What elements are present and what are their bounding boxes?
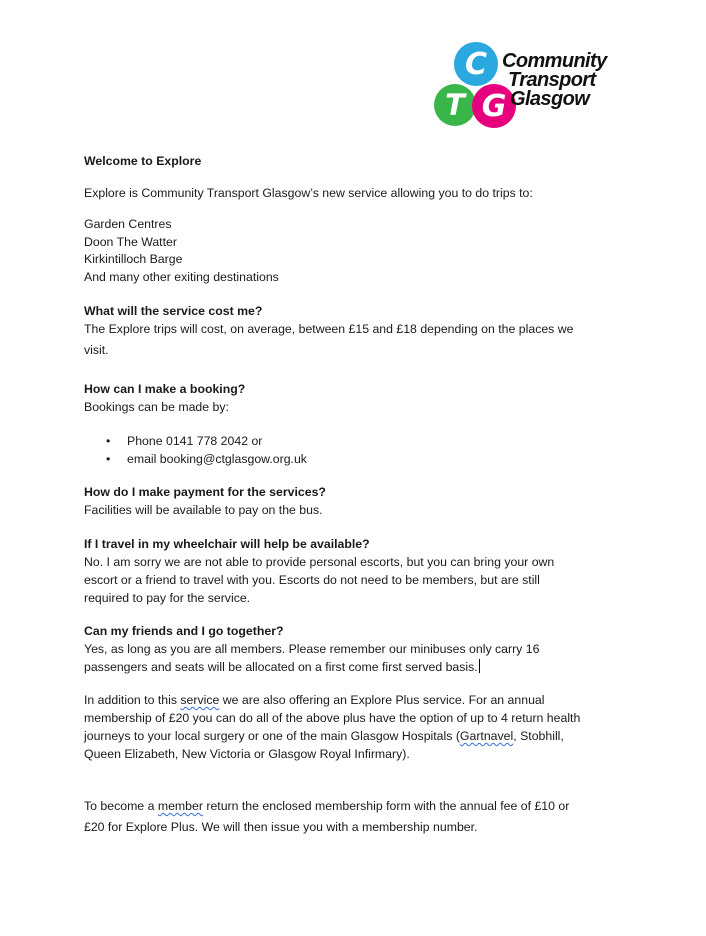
cost-text: visit. <box>84 343 109 357</box>
logo-line-1: Community <box>502 50 607 72</box>
spellcheck-word: member <box>157 799 203 813</box>
destination-item: Doon The Watter <box>84 235 177 249</box>
plus-text-c: we are also offering an Explore Plus service. For an annual <box>219 693 545 707</box>
logo-c-circle: C <box>454 42 498 86</box>
spellcheck-word: Gartnavel <box>459 729 514 743</box>
destination-item: Garden Centres <box>84 217 172 231</box>
logo-line-2: Transport <box>508 69 596 91</box>
logo-g-circle: G <box>472 84 516 128</box>
spellcheck-word: service <box>180 693 220 707</box>
plus-text-a: journeys to your local surgery or one of the main Glasgow Hospitals ( <box>84 729 460 743</box>
payment-text: Facilities will be available to pay on the bus. <box>84 503 323 517</box>
booking-heading: How can I make a booking? <box>84 382 246 396</box>
bullet-glyph: • <box>106 434 111 448</box>
welcome-heading: Welcome to Explore <box>84 154 202 168</box>
wheelchair-text: escort or a friend to travel with you. Escorts do not need to be members, but are still <box>84 573 540 587</box>
member-text-a: To become a <box>84 799 158 813</box>
booking-intro: Bookings can be made by: <box>84 400 229 414</box>
plus-text: Queen Elizabeth, New Victoria or Glasgow Royal Infirmary). <box>84 747 410 761</box>
payment-heading: How do I make payment for the services? <box>84 485 326 499</box>
friends-heading: Can my friends and I go together? <box>84 624 284 638</box>
member-text: £20 for Explore Plus. We will then issue you with a membership number. <box>84 820 478 834</box>
plus-text-a: In addition to this <box>84 693 181 707</box>
friends-text <box>84 658 480 676</box>
friends-text: Yes, as long as you are all members. Please remember our minibuses only carry 16 <box>84 642 540 656</box>
plus-text-c: , Stobhill, <box>513 729 564 743</box>
logo-wordmark <box>502 52 607 109</box>
friends-text-line: passengers and seats will be allocated on a first come first served basis. <box>84 660 478 674</box>
bullet-glyph: • <box>106 452 111 466</box>
plus-text <box>84 691 544 709</box>
text-cursor <box>479 659 480 673</box>
booking-email: email booking@ctglasgow.org.uk <box>127 452 307 466</box>
plus-text: membership of £20 you can do all of the above plus have the option of up to 4 return health <box>84 711 581 725</box>
intro-text: Explore is Community Transport Glasgow’s new service allowing you to do trips to: <box>84 186 533 200</box>
booking-phone: Phone 0141 778 2042 or <box>127 434 263 448</box>
destination-item: Kirkintilloch Barge <box>84 252 183 266</box>
logo-line-3: Glasgow <box>510 88 590 110</box>
ctg-logo <box>430 38 620 138</box>
member-text <box>84 797 569 815</box>
cost-text: The Explore trips will cost, on average, between £15 and £18 depending on the places we <box>84 322 574 336</box>
member-text-c: return the enclosed membership form with the annual fee of £10 or <box>202 799 570 813</box>
plus-text <box>84 727 564 745</box>
destination-item: And many other exiting destinations <box>84 270 279 284</box>
wheelchair-text: required to pay for the service. <box>84 591 251 605</box>
cost-heading: What will the service cost me? <box>84 304 263 318</box>
wheelchair-heading: If I travel in my wheelchair will help be available? <box>84 537 370 551</box>
wheelchair-text: No. I am sorry we are not able to provide personal escorts, but you can bring your own <box>84 555 555 569</box>
logo-t-circle: T <box>434 84 476 126</box>
